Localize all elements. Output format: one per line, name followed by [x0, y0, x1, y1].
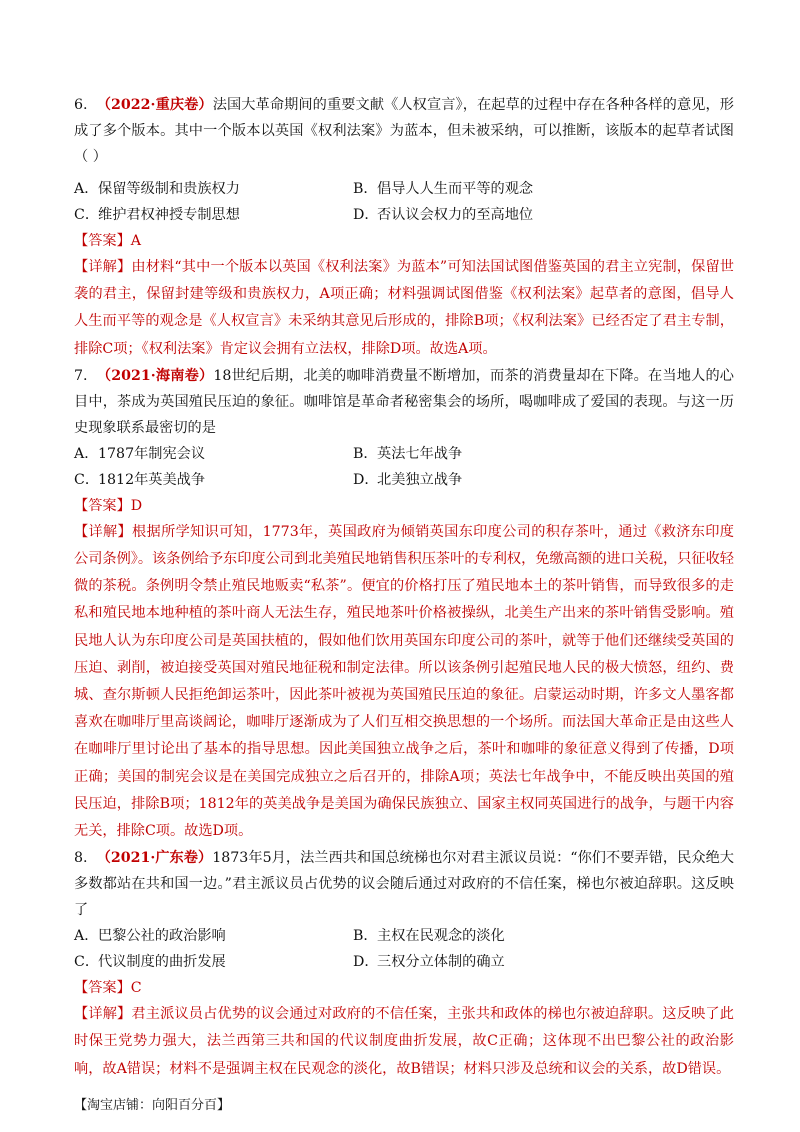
question-text: 法国大革命期间的重要文献《人权宣言》，在起草的过程中存在各种各样的意见，形成了多个版本。其中一个版本以英国《权利法案》为蓝本，但未被采纳，可以推断，该版本的起草者试图（ ）	[74, 97, 734, 165]
option-c: C．1812年英美战争	[74, 471, 206, 488]
question-number: 6.	[74, 97, 88, 113]
question-stem	[74, 845, 734, 923]
option-d: D．否认议会权力的至高地位	[353, 207, 534, 223]
question-number: 8.	[74, 850, 88, 867]
option-d: D．三权分立体制的确立	[353, 954, 505, 971]
question-text: 1873年5月，法兰西共和国总统梯也尔对君主派议员说：“你们不要弄错，民众绝大多数都站在共和国一边。”君主派议员占优势的议会随后通过对政府的不信任案，梯也尔被迫辞职。这反映了	[74, 850, 734, 919]
explanation	[74, 1001, 734, 1083]
option-a: A．1787年制宪会议	[74, 445, 206, 462]
options	[74, 441, 734, 493]
question-number: 7.	[74, 367, 88, 384]
option-c: C．代议制度的曲折发展	[74, 954, 226, 971]
detail-tag: 【详解】	[74, 259, 132, 275]
shop-footer: 【淘宝店铺：向阳百分百】	[74, 1098, 231, 1113]
options	[74, 923, 734, 975]
answer-tag: 【答案】	[74, 980, 131, 997]
answer-tag: 【答案】	[74, 497, 131, 514]
document-body	[74, 92, 734, 1083]
answer-line	[74, 975, 734, 1001]
question-stem	[74, 363, 734, 441]
question-source: （2021·海南卷）	[96, 367, 214, 384]
option-b: B．倡导人人生而平等的观念	[353, 181, 534, 197]
question-stem	[74, 92, 734, 170]
answer-value: D	[130, 497, 143, 514]
option-a: A．保留等级制和贵族权力	[74, 181, 240, 197]
answer-line	[74, 228, 734, 254]
answer-value: A	[130, 233, 142, 249]
option-b: B．主权在民观念的淡化	[353, 928, 505, 945]
question-7	[74, 363, 734, 845]
detail-text: 由材料“其中一个版本以英国《权利法案》为蓝本”可知法国试图借鉴英国的君主立宪制，保留世袭的君主，保留封建等级和贵族权力，A项正确；材料强调试图借鉴《权利法案》起草者的意图，倡导人人生而平等的观念是《人权宣言》未采纳其意见后形成的，排除B项；《权利法案》已经否定了君主专制，排除C项；《权利法案》肯定议会拥有立法权，排除D项。故选A项。	[74, 259, 734, 357]
question-source: （2022·重庆卷）	[96, 97, 213, 113]
detail-tag: 【详解】	[74, 1006, 132, 1023]
question-8	[74, 845, 734, 1083]
option-d: D．北美独立战争	[353, 471, 463, 488]
detail-text: 根据所学知识可知，1773年，英国政府为倾销英国东印度公司的积存茶叶，通过《救济东印度公司条例》。该条例给予东印度公司到北美殖民地销售积压茶叶的专利权，免缴高额的进口关税，只征收轻微的茶税。条例明令禁止殖民地贩卖“私茶”。便宜的价格打压了殖民地本土的茶叶销售，而导致很多的走私和殖民地本地种植的茶叶商人无法生存，殖民地茶叶价格被操纵，北美生产出来的茶叶销售受影响。殖民地人认为东印度公司是英国扶植的，假如他们饮用英国东印度公司的茶叶，就等于他们还继续受英国的压迫、剥削，被迫接受英国对殖民地征税和制定法律。所以该条例引起殖民地人民的极大愤怒，纽约、费城、查尔斯顿人民拒绝卸运茶叶，因此茶叶被视为英国殖民压迫的象征。启蒙运动时期，许多文人墨客都喜欢在咖啡厅里高谈阔论，咖啡厅逐渐成为了人们互相交换思想的一个场所。而法国大革命正是由这些人在咖啡厅里讨论出了基本的指导思想。因此美国独立战争之后，茶叶和咖啡的象征意义得到了传播，D项正确；美国的制宪会议是在美国完成独立之后召开的，排除A项；英法七年战争中，不能反映出英国的殖民压迫，排除B项；1812年的英美战争是美国为确保民族独立、国家主权同英国进行的战争，与题干内容无关，排除C项。故选D项。	[74, 523, 734, 840]
answer-tag: 【答案】	[74, 233, 131, 249]
explanation	[74, 519, 734, 845]
question-text: 18世纪后期，北美的咖啡消费量不断增加，而茶的消费量却在下降。在当地人的心目中，茶成为英国殖民压迫的象征。咖啡馆是革命者秘密集会的场所，喝咖啡成了爱国的表现。与这一历史现象联系最密切的是	[74, 367, 734, 436]
answer-line	[74, 493, 734, 519]
option-c: C．维护君权神授专制思想	[74, 207, 240, 223]
option-a: A．巴黎公社的政治影响	[74, 928, 226, 945]
answer-value: C	[130, 980, 142, 997]
detail-tag: 【详解】	[74, 523, 133, 540]
option-b: B．英法七年战争	[353, 445, 463, 462]
explanation	[74, 254, 734, 363]
detail-text: 君主派议员占优势的议会通过对政府的不信任案，主张共和政体的梯也尔被迫辞职。这反映了此时保王党势力强大，法兰西第三共和国的代议制度曲折发展，故C正确；这体现不出巴黎公社的政治影响，故A错误；材料不是强调主权在民观念的淡化，故B错误；材料只涉及总统和议会的关系，故D错误。	[74, 1006, 734, 1077]
question-source: （2021·广东卷）	[96, 850, 213, 867]
options	[74, 176, 734, 228]
question-6	[74, 92, 734, 363]
